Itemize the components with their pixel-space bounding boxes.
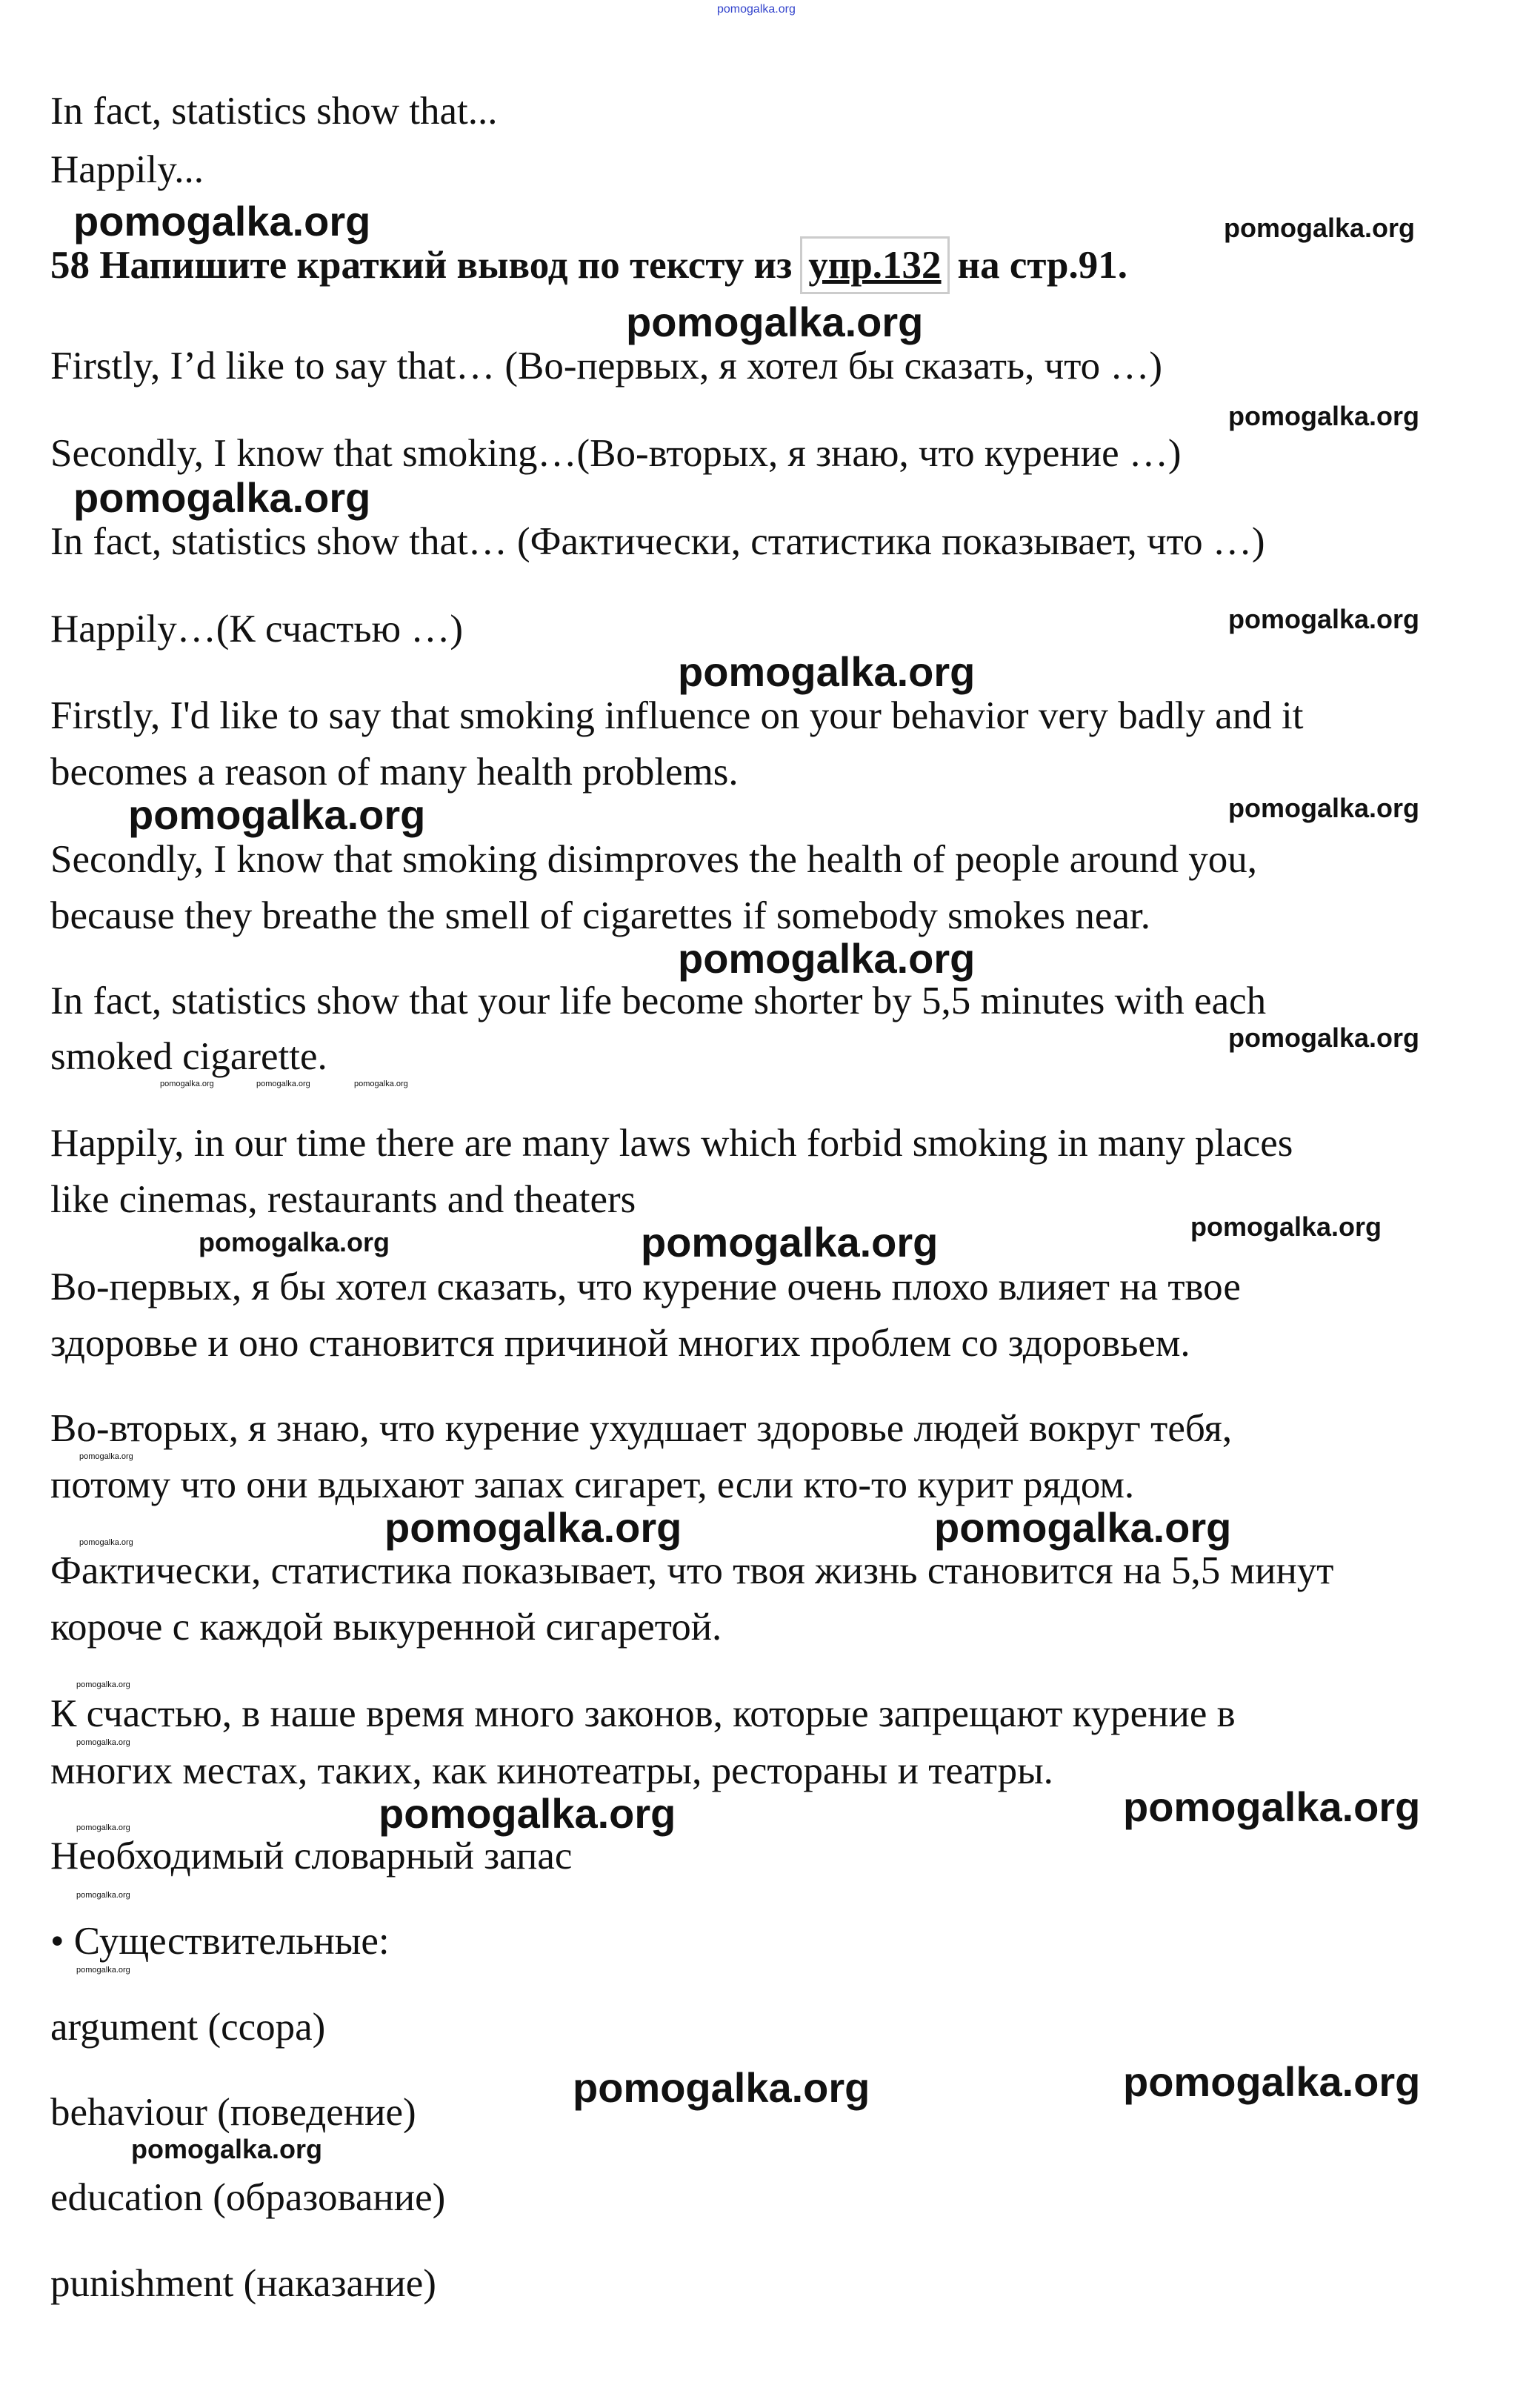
watermark: pomogalka.org xyxy=(256,1080,310,1088)
text-line: Firstly, I'd like to say that smoking influence on your behavior very badly and it xyxy=(50,694,1304,737)
text-line: Необходимый словарный запас xyxy=(50,1835,573,1877)
text-line: Happily... xyxy=(50,148,204,191)
text-line: Secondly, I know that smoking…(Во-вторых, я знаю, что курение …) xyxy=(50,432,1182,475)
watermark: pomogalka.org xyxy=(131,2134,323,2164)
text-line: К счастью, в наше время много законов, которые запрещают курение в xyxy=(50,1692,1236,1735)
watermark: pomogalka.org xyxy=(678,648,976,695)
text-line: здоровье и оно становится причиной многих проблем со здоровьем. xyxy=(50,1322,1190,1365)
text-line: becomes a reason of many health problems. xyxy=(50,751,739,794)
watermark: pomogalka.org xyxy=(678,935,976,982)
watermark: pomogalka.org xyxy=(79,1538,133,1547)
text-line: because they breathe the smell of cigarettes if somebody smokes near. xyxy=(50,894,1150,937)
watermark: pomogalka.org xyxy=(160,1080,214,1088)
watermark: pomogalka.org xyxy=(73,474,371,521)
text-line: Happily, in our time there are many laws which forbid smoking in many places xyxy=(50,1122,1293,1165)
watermark[interactable]: pomogalka.org xyxy=(717,3,796,16)
watermark: pomogalka.org xyxy=(1228,604,1420,634)
watermark: pomogalka.org xyxy=(1190,1211,1382,1242)
watermark: pomogalka.org xyxy=(76,1966,130,1975)
watermark: pomogalka.org xyxy=(1123,1783,1421,1830)
watermark: pomogalka.org xyxy=(1123,2058,1421,2105)
watermark: pomogalka.org xyxy=(199,1227,390,1257)
text-line: like cinemas, restaurants and theaters xyxy=(50,1178,636,1221)
text-line: Firstly, I’d like to say that… (Во-первых, я хотел бы сказать, что …) xyxy=(50,345,1163,388)
watermark: pomogalka.org xyxy=(76,1823,130,1832)
watermark: pomogalka.org xyxy=(1224,213,1416,243)
watermark: pomogalka.org xyxy=(354,1080,408,1088)
exercise-link[interactable]: упр.132 xyxy=(808,244,942,287)
text-line: потому что они вдыхают запах сигарет, если кто-то курит рядом. xyxy=(50,1463,1135,1506)
text-line: In fact, statistics show that your life become shorter by 5,5 minutes with each xyxy=(50,980,1267,1022)
watermark: pomogalka.org xyxy=(1228,401,1420,431)
watermark: pomogalka.org xyxy=(73,198,371,245)
text-line: punishment (наказание) xyxy=(50,2262,436,2305)
watermark: pomogalka.org xyxy=(379,1790,676,1837)
watermark: pomogalka.org xyxy=(79,1452,133,1461)
text-line: smoked cigarette. xyxy=(50,1035,327,1078)
text-line: Happily…(К счастью …) xyxy=(50,608,463,651)
watermark: pomogalka.org xyxy=(573,2064,870,2111)
text-line: короче с каждой выкуренной сигаретой. xyxy=(50,1606,722,1649)
watermark: pomogalka.org xyxy=(934,1504,1232,1551)
exercise-heading xyxy=(50,245,1127,286)
text-line: education (образование) xyxy=(50,2176,446,2219)
watermark: pomogalka.org xyxy=(626,299,924,345)
text-line: behaviour (поведение) xyxy=(50,2091,416,2134)
text-line: argument (ссора) xyxy=(50,2006,326,2049)
watermark: pomogalka.org xyxy=(1228,793,1420,823)
text-line: Во-первых, я бы хотел сказать, что курение очень плохо влияет на твое xyxy=(50,1265,1241,1308)
text-line: многих местах, таких, как кинотеатры, рестораны и театры. xyxy=(50,1749,1053,1792)
watermark: pomogalka.org xyxy=(1228,1022,1420,1053)
watermark: pomogalka.org xyxy=(384,1504,682,1551)
watermark: pomogalka.org xyxy=(76,1738,130,1747)
watermark: pomogalka.org xyxy=(128,791,426,838)
text-line: In fact, statistics show that... xyxy=(50,90,498,133)
watermark: pomogalka.org xyxy=(641,1219,939,1265)
heading-suffix: на стр.91. xyxy=(957,244,1128,287)
heading-prefix: 58 Напишите краткий вывод по тексту из xyxy=(50,244,793,287)
text-line: Фактически, статистика показывает, что твоя жизнь становится на 5,5 минут xyxy=(50,1549,1334,1592)
text-line: Во-вторых, я знаю, что курение ухудшает здоровье людей вокруг тебя, xyxy=(50,1407,1233,1450)
text-line: In fact, statistics show that… (Фактически, статистика показывает, что …) xyxy=(50,520,1265,563)
text-line: Secondly, I know that smoking disimproves the health of people around you, xyxy=(50,838,1257,881)
watermark: pomogalka.org xyxy=(76,1891,130,1900)
text-line: • Существительные: xyxy=(50,1920,390,1963)
watermark: pomogalka.org xyxy=(76,1680,130,1689)
